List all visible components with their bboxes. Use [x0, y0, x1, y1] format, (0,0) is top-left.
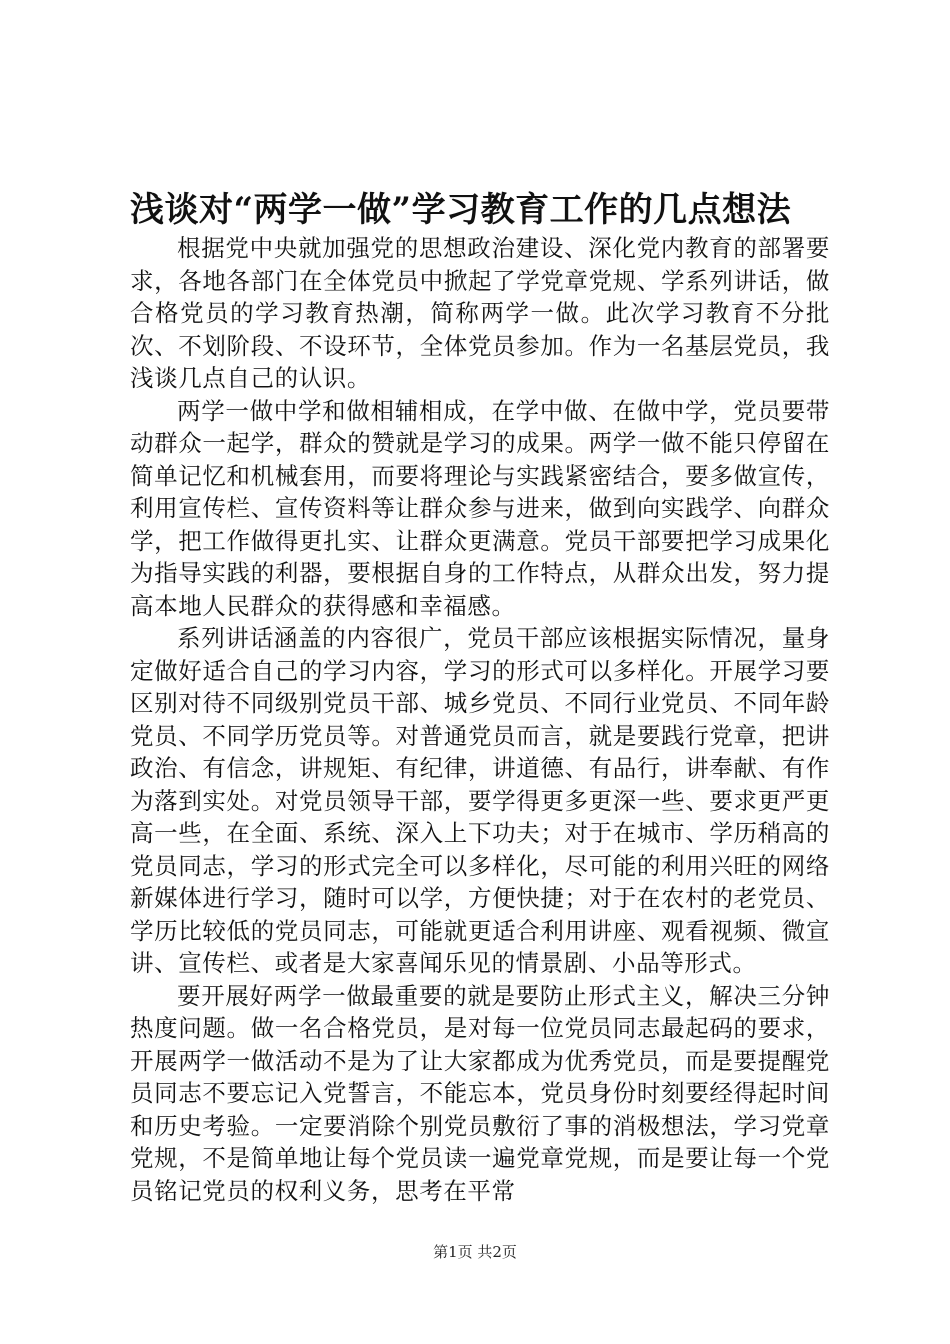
- paragraph-1: 根据党中央就加强党的思想政治建设、深化党内教育的部署要求，各地各部门在全体党员中掀起了学党章党规、学系列讲话，做合格党员的学习教育热潮，简称两学一做。此次学习教育不分批次、不划阶段、不设环节，全体党员参加。作为一名基层党员，我浅谈几点自己的认识。: [130, 234, 830, 392]
- page-number-footer: 第1页 共2页: [433, 1243, 517, 1261]
- document-title: 浅谈对“两学一做”学习教育工作的几点想法: [130, 190, 792, 230]
- document-body: [130, 232, 830, 1207]
- paragraph-3: 系列讲话涵盖的内容很广，党员干部应该根据实际情况，量身定做好适合自己的学习内容，学习的形式可以多样化。开展学习要区别对待不同级别党员干部、城乡党员、不同行业党员、不同年龄党员、不同学历党员等。对普通党员而言，就是要践行党章，把讲政治、有信念，讲规矩、有纪律，讲道德、有品行，讲奉献、有作为落到实处。对党员领导干部，要学得更多更深一些、要求更严更高一些，在全面、系统、深入上下功夫；对于在城市、学历稍高的党员同志，学习的形式完全可以多样化，尽可能的利用兴旺的网络新媒体进行学习，随时可以学，方便快捷；对于在农村的老党员、学历比较低的党员同志，可能就更适合利用讲座、观看视频、微宣讲、宣传栏、或者是大家喜闻乐见的情景剧、小品等形式。: [130, 624, 830, 977]
- paragraph-4: 要开展好两学一做最重要的就是要防止形式主义，解决三分钟热度问题。做一名合格党员，是对每一位党员同志最起码的要求，开展两学一做活动不是为了让大家都成为优秀党员，而是要提醒党员同志不要忘记入党誓言，不能忘本，党员身份时刻要经得起时间和历史考验。一定要消除个别党员敷衍了事的消极想法，学习党章党规，不是简单地让每个党员读一遍党章党规，而是要让每一个党员铭记党员的权利义务，思考在平常: [130, 981, 830, 1205]
- paragraph-2: 两学一做中学和做相辅相成，在学中做、在做中学，党员要带动群众一起学，群众的赞就是学习的成果。两学一做不能只停留在简单记忆和机械套用，而要将理论与实践紧密结合，要多做宣传，利用宣传栏、宣传资料等让群众参与进来，做到向实践学、向群众学，把工作做得更扎实、让群众更满意。党员干部要把学习成果化为指导实践的利器，要根据自身的工作特点，从群众出发，努力提高本地人民群众的获得感和幸福感。: [130, 396, 830, 620]
